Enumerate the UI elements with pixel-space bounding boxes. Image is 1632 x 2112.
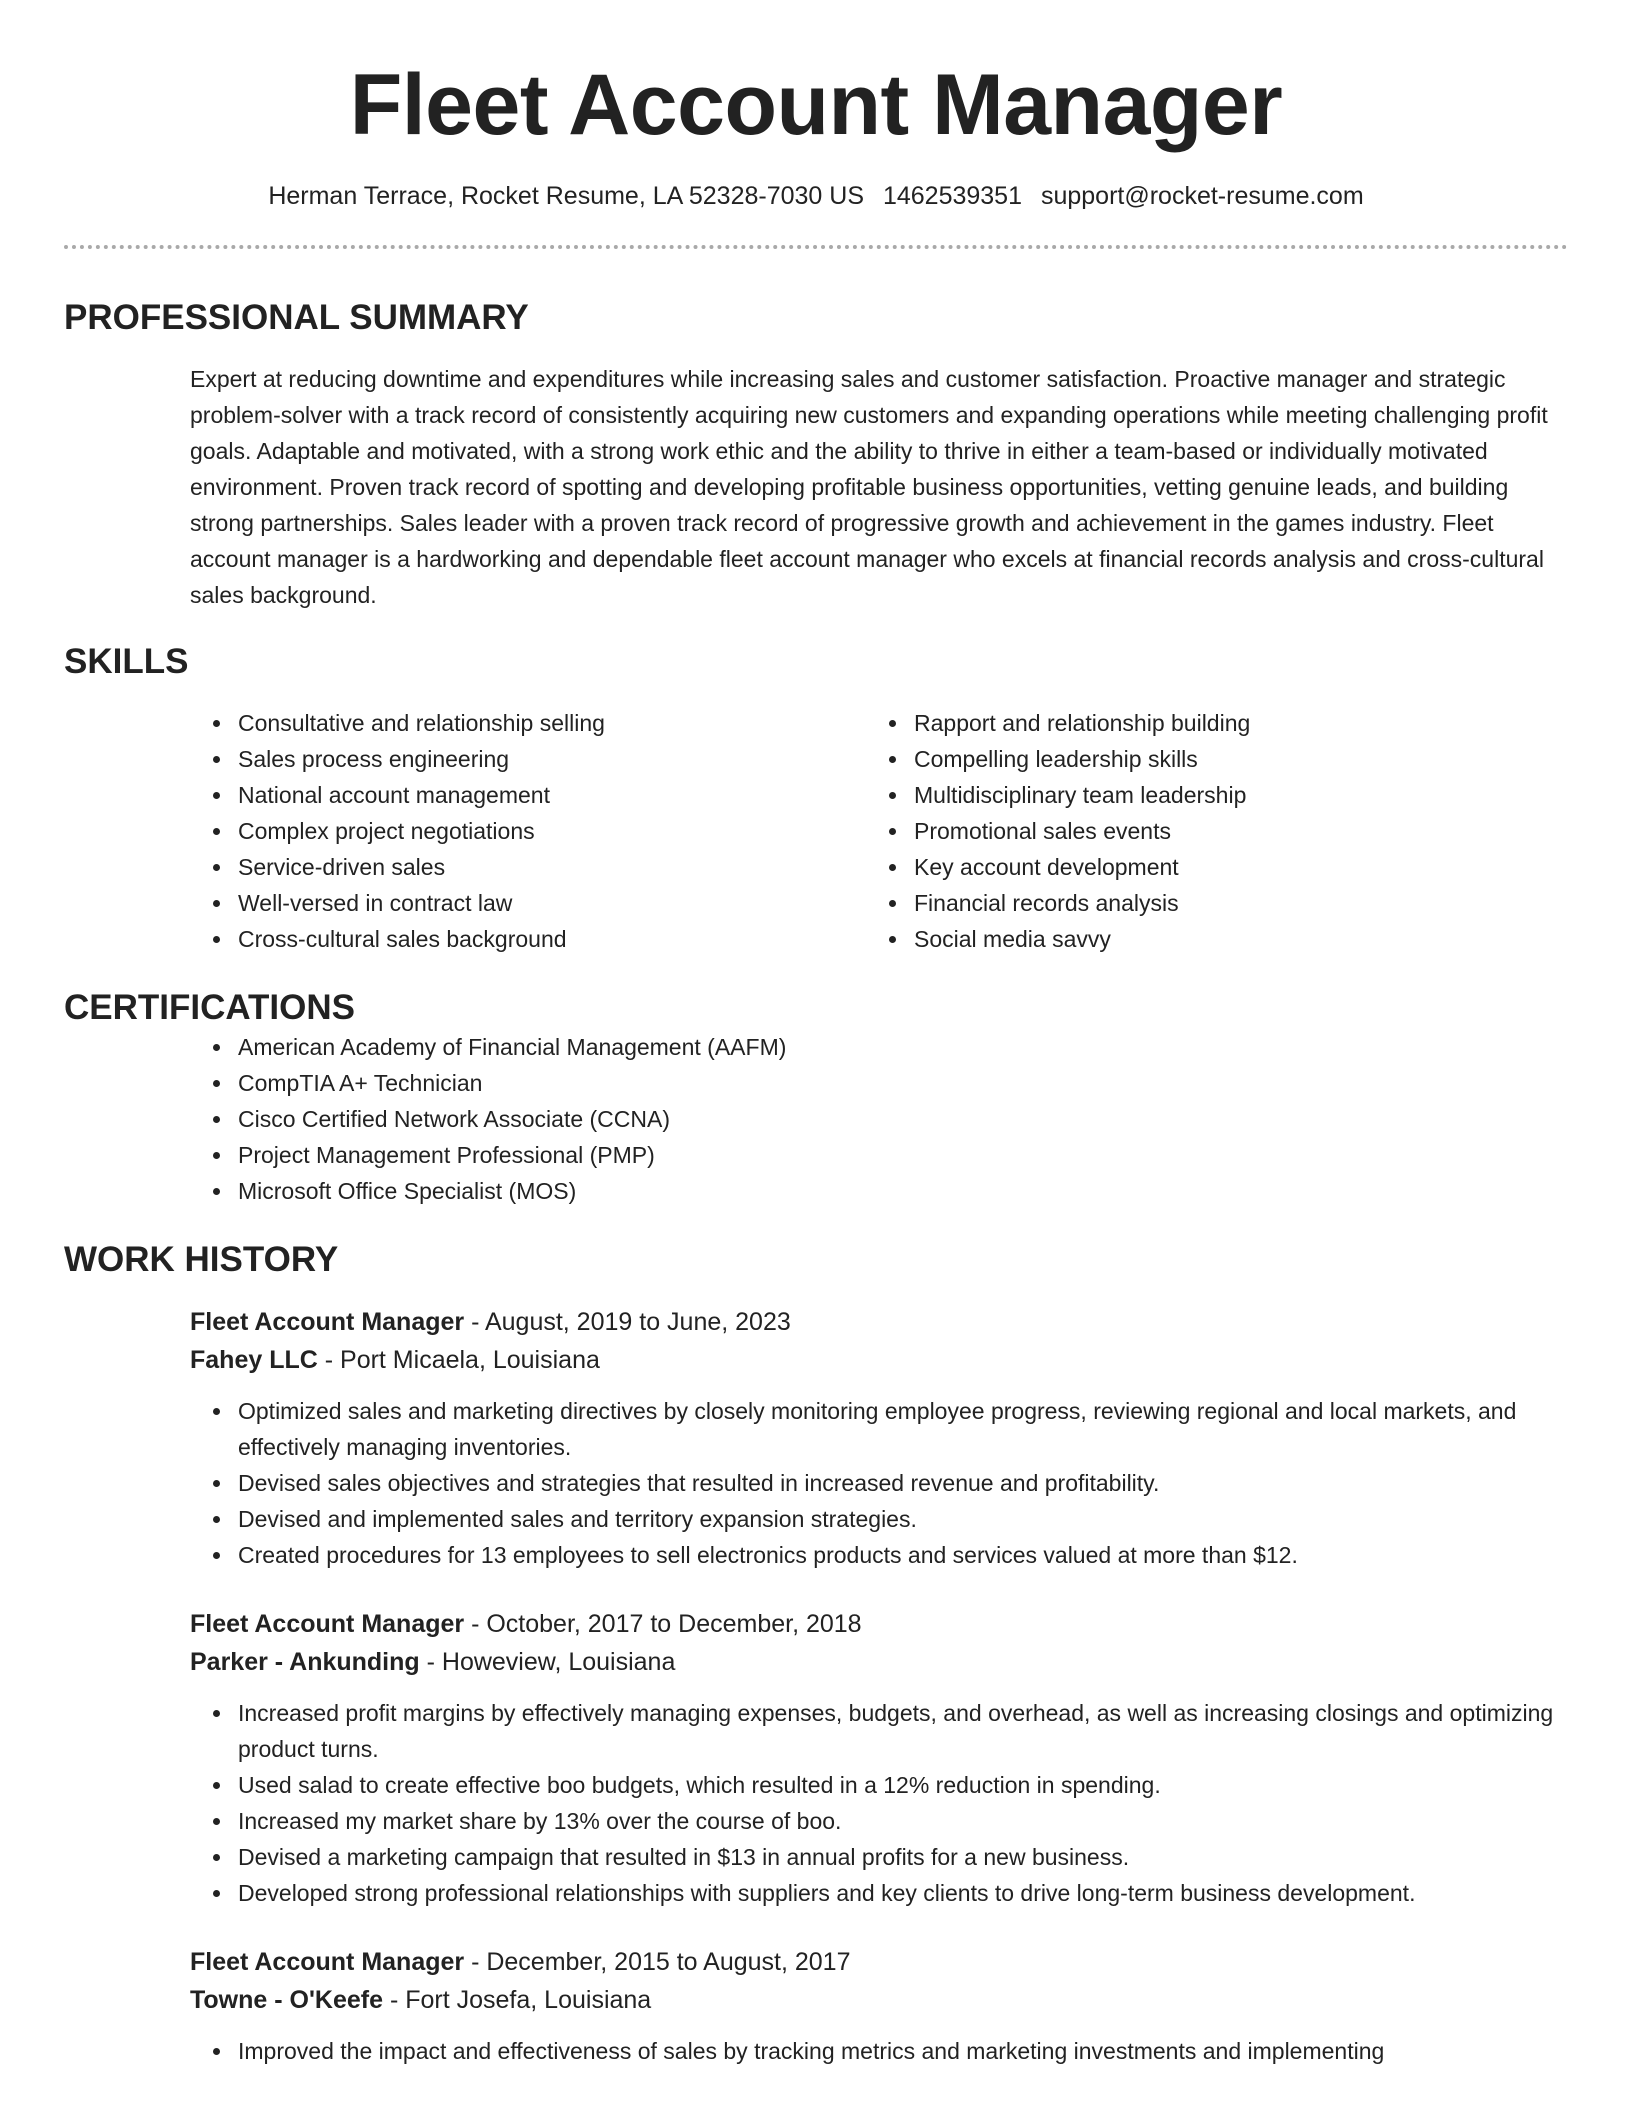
skills-column-right [744, 705, 1424, 957]
list-item: • Project Management Professional (PMP) [234, 1137, 1568, 1173]
job-location: - Fort Josefa, Louisiana [383, 1985, 652, 2014]
job-title-line [190, 1303, 1568, 1341]
list-item: • Multidisciplinary team leadership [910, 777, 1424, 813]
contact-address: Herman Terrace, Rocket Resume, LA 52328-7030 US [268, 181, 864, 210]
job-location: - Port Micaela, Louisiana [317, 1345, 600, 1374]
contact-line [64, 181, 1568, 211]
list-item: • Well-versed in contract law [234, 885, 744, 921]
list-item: • Used salad to create effective boo budgets, which resulted in a 12% reduction in spending. [234, 1767, 1568, 1803]
resume-page [64, 0, 1568, 2069]
list-item: • CompTIA A+ Technician [234, 1065, 1568, 1101]
job-title-line [190, 1605, 1568, 1643]
job-bullets [190, 2033, 1568, 2069]
list-item: • Devised sales objectives and strategies that resulted in increased revenue and profitability. [234, 1465, 1568, 1501]
certifications-heading: CERTIFICATIONS [64, 987, 356, 1027]
list-item: • Promotional sales events [910, 813, 1424, 849]
list-item: • Created procedures for 13 employees to sell electronics products and services valued at more than $12. [234, 1537, 1568, 1573]
skills-list-right [744, 705, 1424, 957]
list-item: • Complex project negotiations [234, 813, 744, 849]
list-item: • Consultative and relationship selling [234, 705, 744, 741]
contact-email[interactable]: support@rocket-resume.com [1040, 181, 1364, 210]
job-entry [190, 1303, 1568, 1573]
list-item: • Cross-cultural sales background [234, 921, 744, 957]
job-dates: - December, 2015 to August, 2017 [464, 1947, 851, 1976]
summary-heading: PROFESSIONAL SUMMARY [64, 297, 529, 337]
list-item: • Increased my market share by 13% over the course of boo. [234, 1803, 1568, 1839]
skills-grid [64, 705, 1568, 957]
job-role: Fleet Account Manager [190, 1947, 465, 1976]
job-dates: - October, 2017 to December, 2018 [464, 1609, 862, 1638]
work-history-heading: WORK HISTORY [64, 1239, 339, 1279]
summary-text: Expert at reducing downtime and expenditures while increasing sales and customer satisfaction. Proactive manager and strategic problem-solver with a track record of consistently acquiring new customers and expanding operations while meeting challenging profit goals. Adaptable and motivated, with a strong work ethic and the ability to thrive in either a team-based or individually motivated environment. Proven track record of spotting and developing profitable business opportunities, vetting genuine leads, and building strong partnerships. Sales leader with a proven track record of progressive growth and achievement in the games industry. Fleet account manager is a hardworking and dependable fleet account manager who excels at financial records analysis and cross-cultural sales background. [190, 365, 1548, 608]
job-role: Fleet Account Manager [190, 1307, 465, 1336]
job-company: Towne - O'Keefe [190, 1985, 384, 2014]
list-item: • Sales process engineering [234, 741, 744, 777]
skills-column-left [64, 705, 744, 957]
job-location: - Howeview, Louisiana [419, 1647, 676, 1676]
list-item: • Optimized sales and marketing directives by closely monitoring employee progress, reviewing regional and local markets, and effectively managing inventories. [234, 1393, 1568, 1465]
contact-phone: 1462539351 [882, 181, 1022, 210]
list-item: • Devised a marketing campaign that resulted in $13 in annual profits for a new business. [234, 1839, 1568, 1875]
list-item: • National account management [234, 777, 744, 813]
skills-heading: SKILLS [64, 641, 189, 681]
certifications-section [64, 987, 1568, 1209]
list-item: • Cisco Certified Network Associate (CCNA) [234, 1101, 1568, 1137]
work-history-section [64, 1239, 1568, 2069]
summary-section [64, 297, 1568, 613]
list-item: • Devised and implemented sales and territory expansion strategies. [234, 1501, 1568, 1537]
job-entry [190, 1605, 1568, 1911]
job-company-line [190, 1981, 1568, 2019]
job-company: Parker - Ankunding [190, 1647, 420, 1676]
list-item: • Rapport and relationship building [910, 705, 1424, 741]
job-bullets [190, 1393, 1568, 1573]
list-item: • Financial records analysis [910, 885, 1424, 921]
header-divider [64, 245, 1568, 249]
skills-section [64, 641, 1568, 957]
job-company-line [190, 1341, 1568, 1379]
job-entry [190, 1943, 1568, 2069]
page-title: Fleet Account Manager [349, 57, 1283, 153]
list-item: • Social media savvy [910, 921, 1424, 957]
job-bullets [190, 1695, 1568, 1911]
list-item: • American Academy of Financial Management (AAFM) [234, 1029, 1568, 1065]
list-item: • Service-driven sales [234, 849, 744, 885]
list-item: • Increased profit margins by effectively managing expenses, budgets, and overhead, as well as increasing closings and optimizing product turns. [234, 1695, 1568, 1767]
job-title-line [190, 1943, 1568, 1981]
list-item: • Improved the impact and effectiveness of sales by tracking metrics and marketing investments and implementing [234, 2033, 1568, 2069]
list-item: • Key account development [910, 849, 1424, 885]
certifications-list [64, 1029, 1568, 1209]
skills-list-left [64, 705, 744, 957]
job-dates: - August, 2019 to June, 2023 [464, 1307, 791, 1336]
list-item: • Microsoft Office Specialist (MOS) [234, 1173, 1568, 1209]
job-company: Fahey LLC [190, 1345, 318, 1374]
list-item: • Compelling leadership skills [910, 741, 1424, 777]
list-item: • Developed strong professional relationships with suppliers and key clients to drive long-term business development. [234, 1875, 1568, 1911]
job-company-line [190, 1643, 1568, 1681]
job-role: Fleet Account Manager [190, 1609, 465, 1638]
